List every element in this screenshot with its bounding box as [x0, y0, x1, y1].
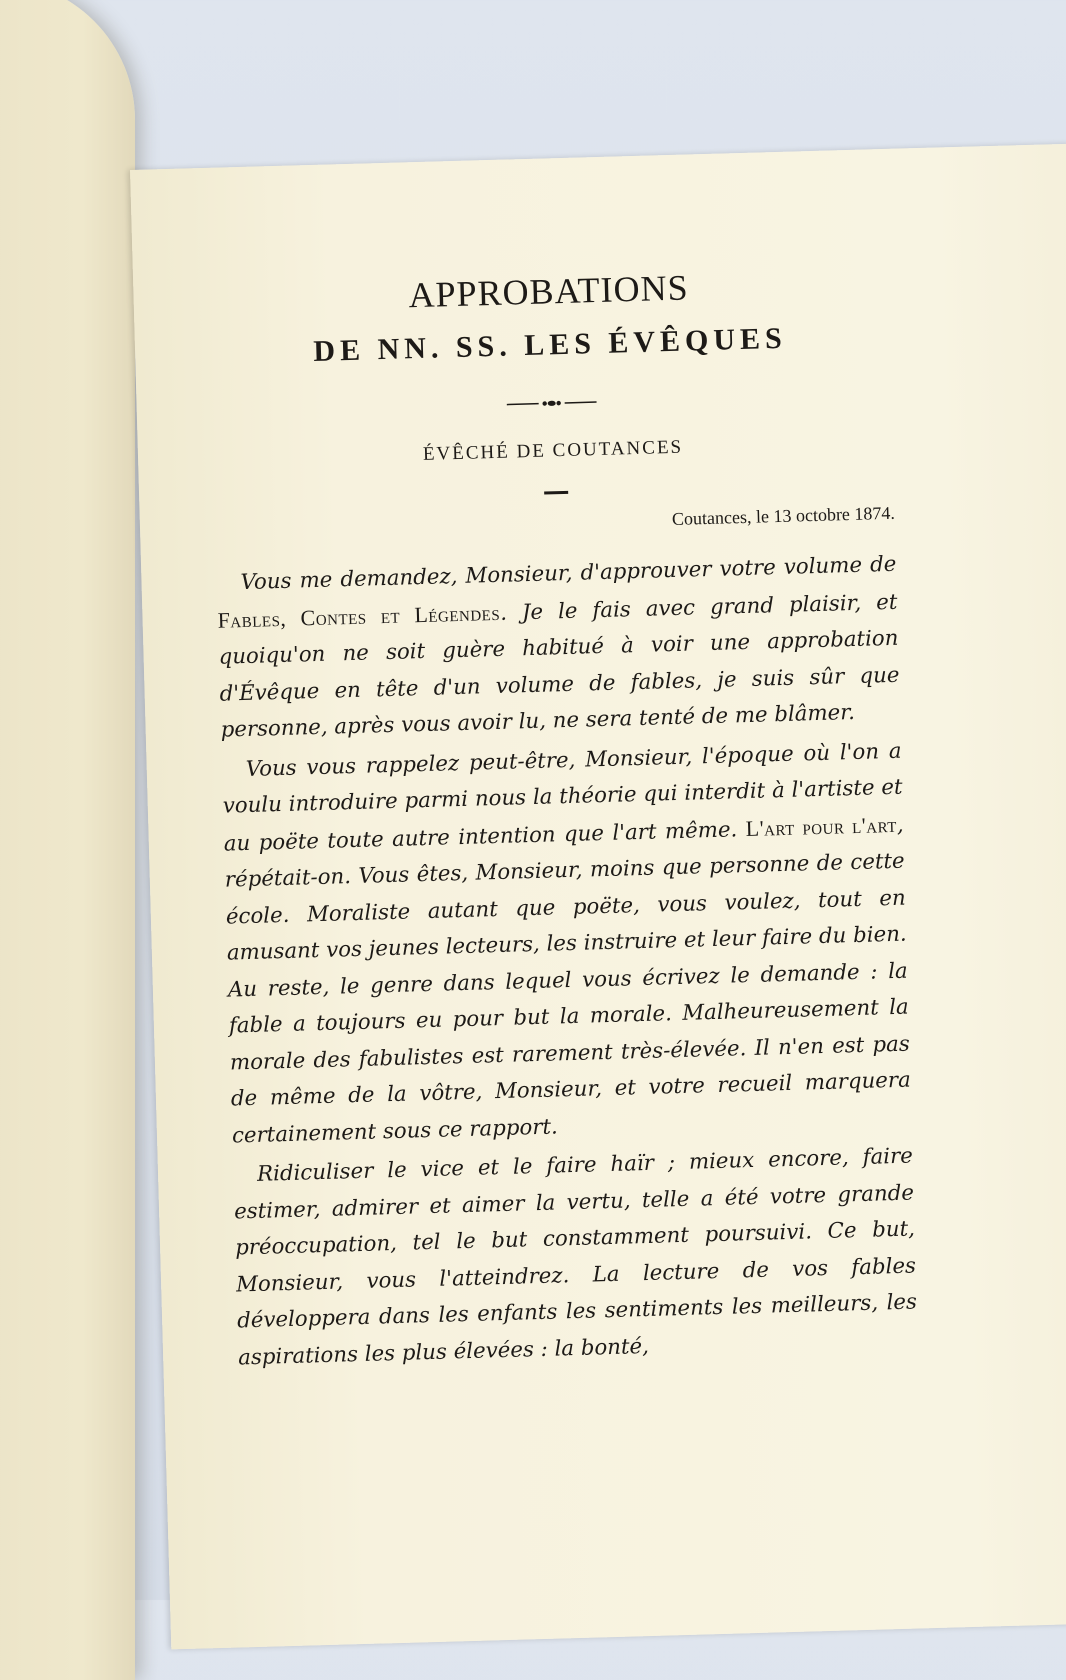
letter-body	[216, 547, 918, 1380]
page-title: APPROBATIONS	[408, 267, 690, 316]
section-heading: ÉVÊCHÉ DE COUTANCES	[422, 436, 684, 465]
paragraph: Ridiculiser le vice et le faire haïr ; mieux encore, faire estimer, admirer et aimer la vertu, telle a été votre grande préoccupation, tel le but constamment poursuivi. Ce but, Monsieur, vous l'atteindrez. La lecture de vos fables développera dans les enfants les sentiments les meilleurs, les aspirations les plus élevées : la bonté,	[233, 1143, 918, 1370]
page-content	[205, 149, 918, 1370]
page-subtitle: DE NN. SS. LES ÉVÊQUES	[312, 321, 788, 368]
left-page-edge	[0, 0, 135, 1680]
book-page	[130, 142, 1066, 1649]
dateline: Coutances, le 13 octobre 1874.	[671, 502, 896, 529]
paragraph: Vous me demandez, Monsieur, d'approuver votre volume de Fables, Contes et Légendes. Je le fais avec grand plaisir, et quoiqu'on ne soit guère habitué à voir une approbation d'Évêque en tête d'un volume de fables, je suis sûr que personne, après vous avoir lu, ne sera tenté de me blâmer.	[217, 551, 900, 743]
book-title: Fables, Contes et Légendes	[217, 599, 501, 633]
ornament-divider	[507, 397, 597, 410]
motto: L'art pour l'art	[745, 811, 898, 841]
paragraph: Vous vous rappelez peut-être, Monsieur, l'époque où l'on a voulu introduire parmi nous la théorie qui interdit à l'artiste et au poëte toute autre intention que l'art même. L'art pour l'art, répétait-on. Vous êtes, Monsieur, moins que personne de cette école. Moraliste autant que poëte, vous voulez, tout en amusant vos jeunes lecteurs, les instruire et leur faire du bien. Au reste, le genre dans lequel vous écrivez le demande : la fable a toujours eu pour but la morale. Malheureusement la morale des fabulistes est rarement très-élevée. Il n'en est pas de même de la vôtre, Monsieur, et votre recueil marquera certainement sous ce rapport.	[222, 738, 912, 1149]
short-rule	[544, 491, 568, 495]
